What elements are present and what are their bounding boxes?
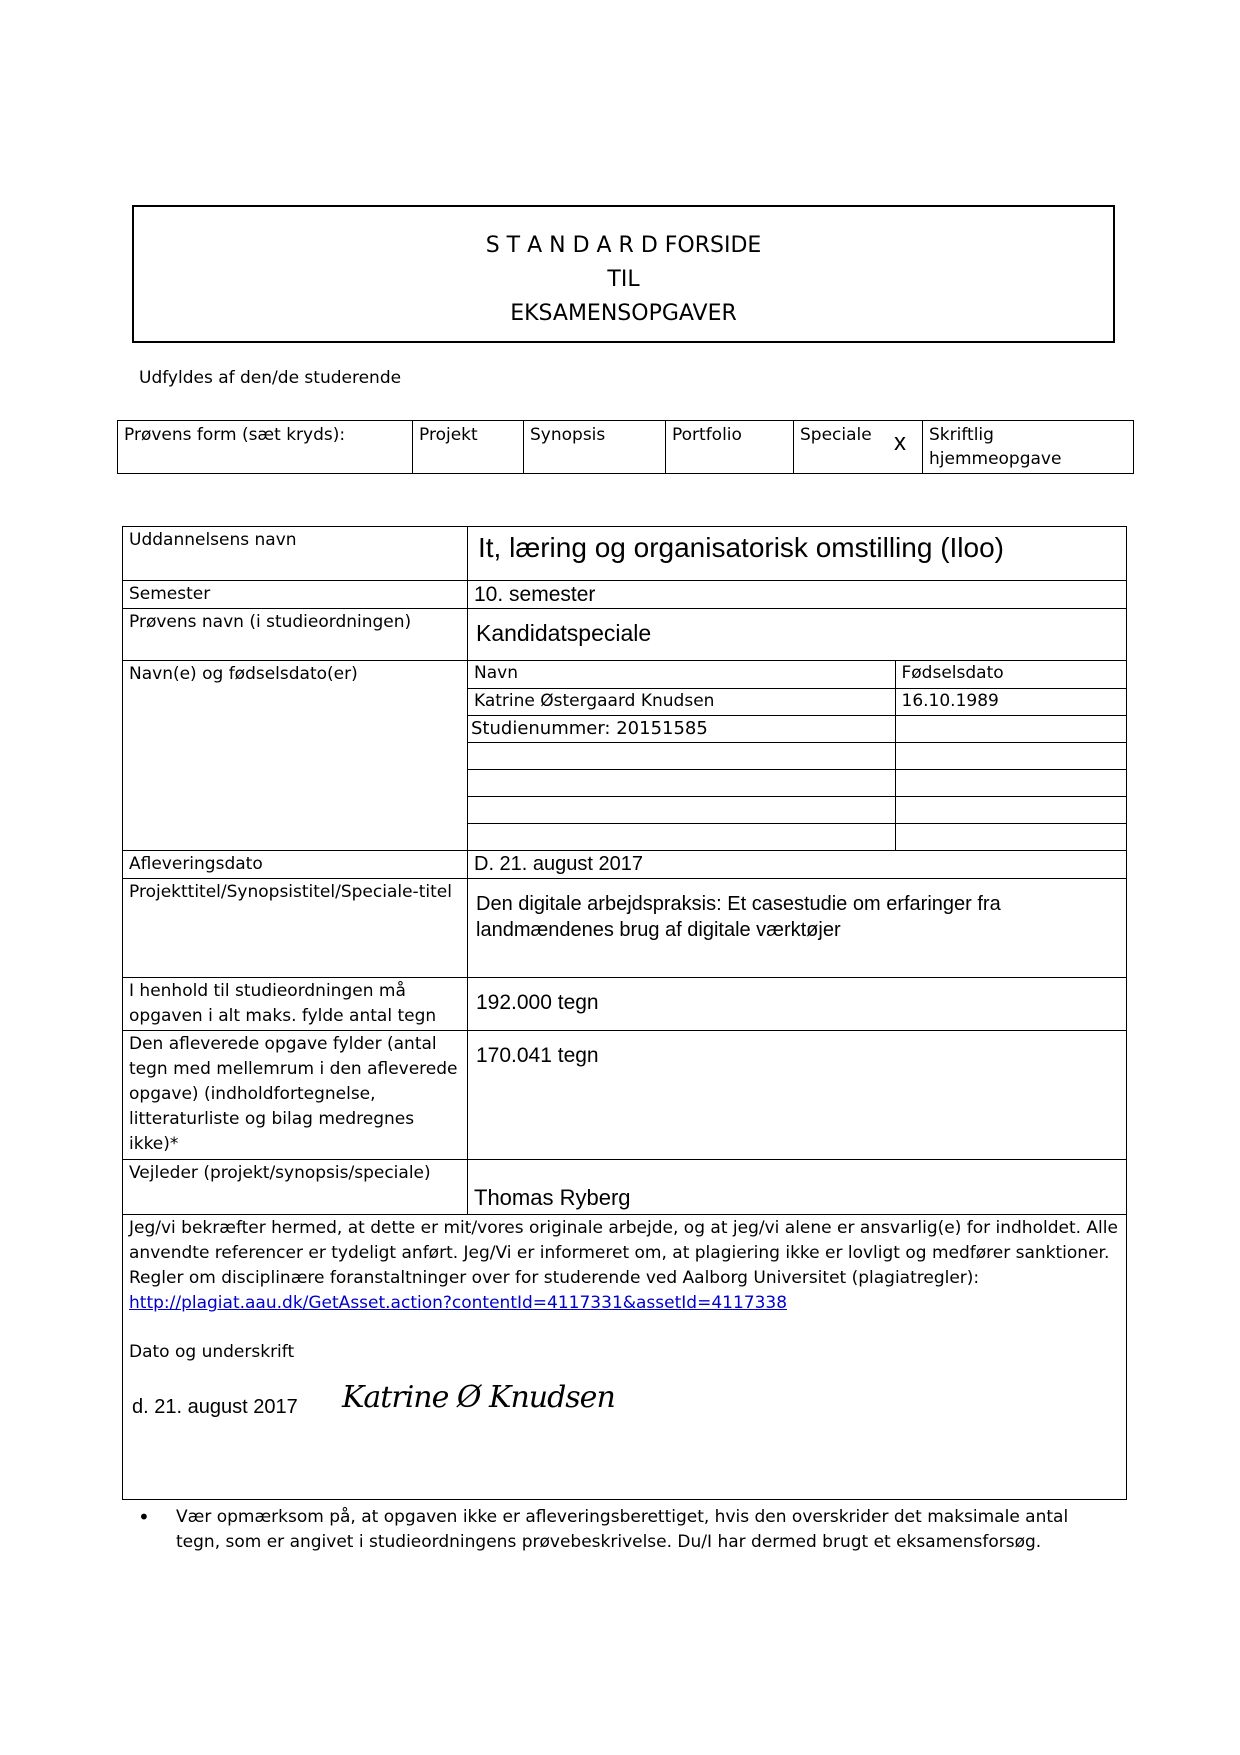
education-label: Uddannelsens navn — [123, 527, 468, 581]
names-label: Navn(e) og fødselsdato(er) — [123, 661, 468, 851]
max-chars-value[interactable]: 192.000 tegn — [468, 978, 1127, 1031]
max-chars-label: I henhold til studieordningen må opgaven i alt maks. fylde antal tegn — [123, 978, 468, 1031]
empty-name-cell[interactable] — [468, 796, 895, 823]
title-box — [132, 205, 1115, 343]
names-col-name: Navn — [468, 661, 895, 688]
names-col-birth: Fødselsdato — [895, 661, 1126, 688]
option-speciale[interactable] — [794, 421, 923, 474]
option-portfolio[interactable]: Portfolio — [666, 421, 794, 474]
footnote — [138, 1505, 1098, 1555]
title-line-2: TIL — [607, 267, 640, 292]
exam-info-table — [122, 526, 1127, 1500]
speciale-check-mark: x — [894, 429, 906, 456]
form-type-table — [117, 420, 1134, 474]
empty-name-cell[interactable] — [468, 742, 895, 769]
semester-label: Semester — [123, 581, 468, 609]
title-line-1: S T A N D A R D FORSIDE — [485, 233, 762, 258]
exam-name-value[interactable]: Kandidatspeciale — [468, 609, 1127, 661]
supervisor-value[interactable]: Thomas Ryberg — [468, 1160, 1127, 1215]
delivery-date-value[interactable]: D. 21. august 2017 — [468, 851, 1127, 879]
empty-birth-cell[interactable] — [895, 715, 1126, 742]
title-line-3: EKSAMENSOPGAVER — [510, 301, 737, 326]
fill-instruction: Udfyldes af den/de studerende — [139, 368, 402, 388]
form-type-label: Prøvens form (sæt kryds): — [118, 421, 413, 474]
option-projekt[interactable]: Projekt — [413, 421, 524, 474]
declaration-text: Jeg/vi bekræfter hermed, at dette er mit/vores originale arbejde, og at jeg/vi alene er ansvarlig(e) for indholdet. Alle anvendte referencer er tydeligt anført. Jeg/Vi er informeret om, at plagiering ikke er lovligt og medfører sanktioner. — [129, 1218, 1118, 1263]
empty-birth-cell[interactable] — [895, 742, 1126, 769]
option-skriftlig[interactable]: Skriftlig hjemmeopgave — [923, 421, 1134, 474]
supervisor-label: Vejleder (projekt/synopsis/speciale) — [123, 1160, 468, 1215]
empty-name-cell[interactable] — [468, 823, 895, 850]
declaration-cell — [123, 1215, 1127, 1500]
project-title-label: Projekttitel/Synopsistitel/Speciale-titel — [123, 879, 468, 978]
project-title-value[interactable]: Den digitale arbejdspraksis: Et casestudie om erfaringer fra landmændenes brug af digitale værktøjer — [468, 879, 1127, 978]
chars-used-label: Den afleverede opgave fylder (antal tegn med mellemrum i den afleverede opgave) (indholdfortegnelse, litteraturliste og bilag medregnes ikke)* — [123, 1031, 468, 1160]
names-cell — [468, 661, 1127, 851]
plagiarism-rules: Regler om disciplinære foranstaltninger over for studerende ved Aalborg Universitet (plagiatregler): — [129, 1268, 980, 1288]
plagiarism-rules-link[interactable]: http://plagiat.aau.dk/GetAsset.action?contentId=4117331&assetId=4117338 — [129, 1293, 788, 1313]
chars-used-value[interactable]: 170.041 tegn — [468, 1031, 1127, 1160]
delivery-date-label: Afleveringsdato — [123, 851, 468, 879]
empty-birth-cell[interactable] — [895, 769, 1126, 796]
exam-name-label: Prøvens navn (i studieordningen) — [123, 609, 468, 661]
bullet-icon: • — [138, 1505, 150, 1529]
option-speciale-label: Speciale — [800, 425, 872, 445]
empty-birth-cell[interactable] — [895, 823, 1126, 850]
names-table — [468, 661, 1126, 850]
student-name[interactable]: Katrine Østergaard Knudsen — [468, 688, 895, 715]
semester-value[interactable]: 10. semester — [468, 581, 1127, 609]
empty-name-cell[interactable] — [468, 769, 895, 796]
footnote-text: Vær opmærksom på, at opgaven ikke er afleveringsberettiget, hvis den overskrider det maksimale antal tegn, som er angivet i studieordningens prøvebeskrivelse. Du/I har dermed brugt et eksamensforsøg. — [176, 1507, 1069, 1552]
education-value[interactable]: It, læring og organisatorisk omstilling (Iloo) — [468, 527, 1127, 581]
empty-birth-cell[interactable] — [895, 796, 1126, 823]
option-synopsis[interactable]: Synopsis — [524, 421, 666, 474]
handwritten-signature: Katrine Ø Knudsen — [342, 1380, 615, 1415]
date-signature-label: Dato og underskrift — [129, 1342, 295, 1362]
student-birthdate[interactable]: 16.10.1989 — [895, 688, 1126, 715]
student-number[interactable]: Studienummer: 20151585 — [468, 715, 895, 742]
signature-date: d. 21. august 2017 — [132, 1396, 298, 1418]
